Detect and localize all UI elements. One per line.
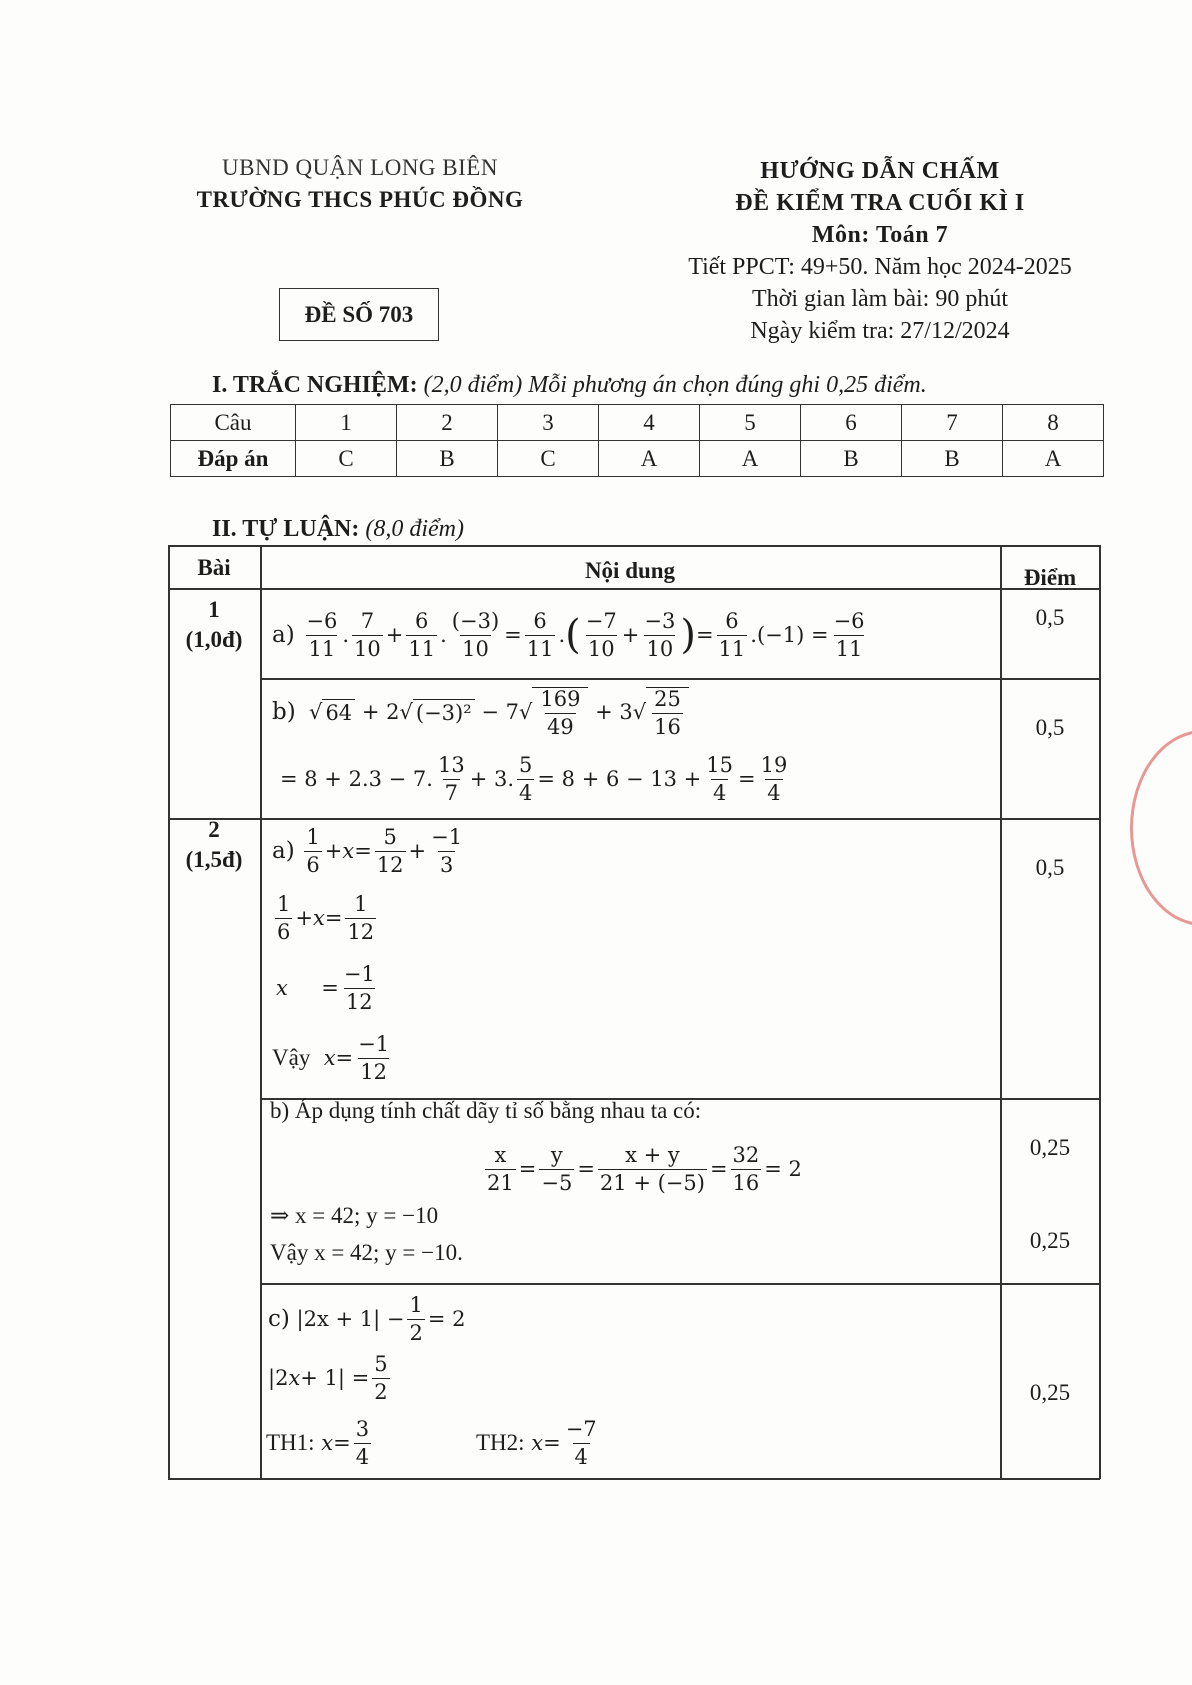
- question-row: [171, 405, 1104, 441]
- solution-2a-line1: a) $\frac{1}{6}$ + x = $\frac{5}{12}$ + $\frac{-1}{3}$: [272, 824, 463, 877]
- school-name: TRƯỜNG THCS PHÚC ĐỒNG: [196, 187, 524, 212]
- solution-2c-line2: |2 x + 1| = $\frac{5}{2}$: [268, 1351, 388, 1404]
- school-header: [150, 152, 570, 216]
- exam-code-box: ĐỀ SỐ 703: [279, 288, 439, 341]
- case-label: TH2:: [476, 1430, 525, 1455]
- table-border: [1000, 545, 1002, 1479]
- score-1b: 0,5: [1035, 715, 1065, 740]
- solution-2b-intro: b) Áp dụng tính chất dãy tỉ số bằng nhau ta có:: [270, 1098, 702, 1123]
- solution-1b-line1: b) √ 64 + 2√ (−3)² − 7√ $\frac{169}{49}$ + 3√ $\frac{25}{16}$: [272, 682, 689, 742]
- question-number: 7: [902, 405, 1003, 441]
- answer-key: C: [296, 441, 397, 477]
- solution-2c-case1: TH1: x = $\frac{3}{4}$: [266, 1416, 370, 1469]
- score-2b-2: 0,25: [1029, 1228, 1071, 1253]
- problem-2-label: [168, 815, 260, 875]
- question-number: 1: [296, 405, 397, 441]
- solution-2b-conclusion: Vậy x = 42; y = −10.: [270, 1240, 463, 1265]
- question-row-label: Câu: [171, 405, 296, 441]
- school-stamp: [1130, 730, 1192, 926]
- case-label: TH1:: [266, 1430, 315, 1455]
- col-header-bai: Bài: [197, 555, 231, 580]
- section-2-label: II. TỰ LUẬN:: [212, 516, 360, 542]
- question-number: 4: [599, 405, 700, 441]
- table-border: [168, 545, 1100, 547]
- answer-key: B: [902, 441, 1003, 477]
- table-border: [260, 1283, 1100, 1285]
- question-number: 5: [700, 405, 801, 441]
- question-number: 3: [498, 405, 599, 441]
- solution-2c-case2: TH2: x = $\frac{-7}{4}$: [476, 1416, 597, 1469]
- answer-key-table: [170, 404, 1104, 477]
- solution-2a-line2: $\frac{1}{6}$ + x = $\frac{1}{12}$: [277, 891, 375, 944]
- solution-2b-result: ⇒ x = 42; y = −10: [270, 1203, 439, 1228]
- answer-key: C: [498, 441, 599, 477]
- score-2b-1: 0,25: [1029, 1135, 1071, 1160]
- subject: Môn: Toán 7: [811, 222, 949, 248]
- answer-key: B: [801, 441, 902, 477]
- exam-date: Ngày kiểm tra: 27/12/2024: [750, 318, 1010, 344]
- part-label: a): [272, 838, 295, 864]
- district-name: UBND QUẬN LONG BIÊN: [222, 155, 498, 180]
- duration: Thời gian làm bài: 90 phút: [752, 286, 1008, 312]
- section-1-label: I. TRẮC NGHIỆM:: [212, 372, 418, 398]
- table-border: [168, 588, 1100, 590]
- exam-header: [650, 155, 1110, 347]
- question-number: 8: [1003, 405, 1104, 441]
- part-label: b): [272, 699, 296, 725]
- exam-title: ĐỀ KIỂM TRA CUỐI KÌ I: [735, 190, 1025, 216]
- section-1-title: [212, 372, 927, 399]
- part-label: c): [268, 1306, 290, 1332]
- section-2-title: [212, 516, 464, 543]
- table-border: [1099, 545, 1101, 1479]
- answer-row: [171, 441, 1104, 477]
- score-1a: 0,5: [1035, 605, 1065, 630]
- table-border: [168, 1478, 1100, 1480]
- section-2-note: (8,0 điểm): [365, 516, 464, 542]
- answer-key: A: [1003, 441, 1104, 477]
- problem-1-label: [168, 595, 260, 655]
- solution-1a: a) $\frac{-6}{11}$ . $\frac{7}{10}$ + $\frac{6}{11}$ . $\frac{(-3)}{10}$ = $\frac{6}{11}$ . ( $\frac{-7}{10}$ + $\frac{-3}{10}$ ) = $\frac{6}{11}$ .(−1) = $\frac{-6}{11}$: [272, 608, 865, 661]
- answer-key: A: [599, 441, 700, 477]
- score-2a: 0,5: [1035, 855, 1065, 880]
- problem-points: (1,0đ): [185, 627, 243, 652]
- solution-2a-conclusion: Vậy x = $\frac{-1}{12}$: [272, 1031, 390, 1084]
- problem-number: 2: [208, 817, 220, 842]
- question-number: 2: [397, 405, 498, 441]
- table-border: [260, 678, 1100, 680]
- period-year: Tiết PPCT: 49+50. Năm học 2024-2025: [688, 254, 1072, 280]
- problem-number: 1: [208, 597, 220, 622]
- solution-2a-line3: x = $\frac{-1}{12}$: [276, 961, 375, 1014]
- solution-1b-line2: = 8 + 2.3 − 7. $\frac{13}{7}$ + 3. $\frac{5}{4}$ = 8 + 6 − 13 + $\frac{15}{4}$ = $\frac{19}{4}$: [280, 752, 788, 805]
- answer-key: A: [700, 441, 801, 477]
- solution-2b-ratio: $\frac{x}{21}$ = $\frac{y}{-5}$ = $\frac{x + y}{21 + (-5)}$ = $\frac{32}{16}$ = 2: [487, 1142, 802, 1195]
- conclusion-word: Vậy: [272, 1045, 311, 1070]
- question-number: 6: [801, 405, 902, 441]
- section-1-note: (2,0 điểm) Mỗi phương án chọn đúng ghi 0,25 điểm.: [423, 372, 927, 398]
- problem-points: (1,5đ): [185, 847, 243, 872]
- solution-2c-line1: c) |2x + 1| − $\frac{1}{2}$ = 2: [268, 1292, 466, 1345]
- answer-key: B: [397, 441, 498, 477]
- part-label: a): [272, 622, 295, 648]
- col-header-diem: Điểm: [1023, 565, 1077, 590]
- table-border: [260, 545, 262, 1479]
- table-border: [168, 545, 170, 1479]
- answer-row-label: Đáp án: [171, 441, 296, 477]
- doc-title: HƯỚNG DẪN CHẤM: [760, 158, 1000, 184]
- score-2c: 0,25: [1029, 1380, 1071, 1405]
- col-header-noi-dung: Nội dung: [584, 558, 676, 583]
